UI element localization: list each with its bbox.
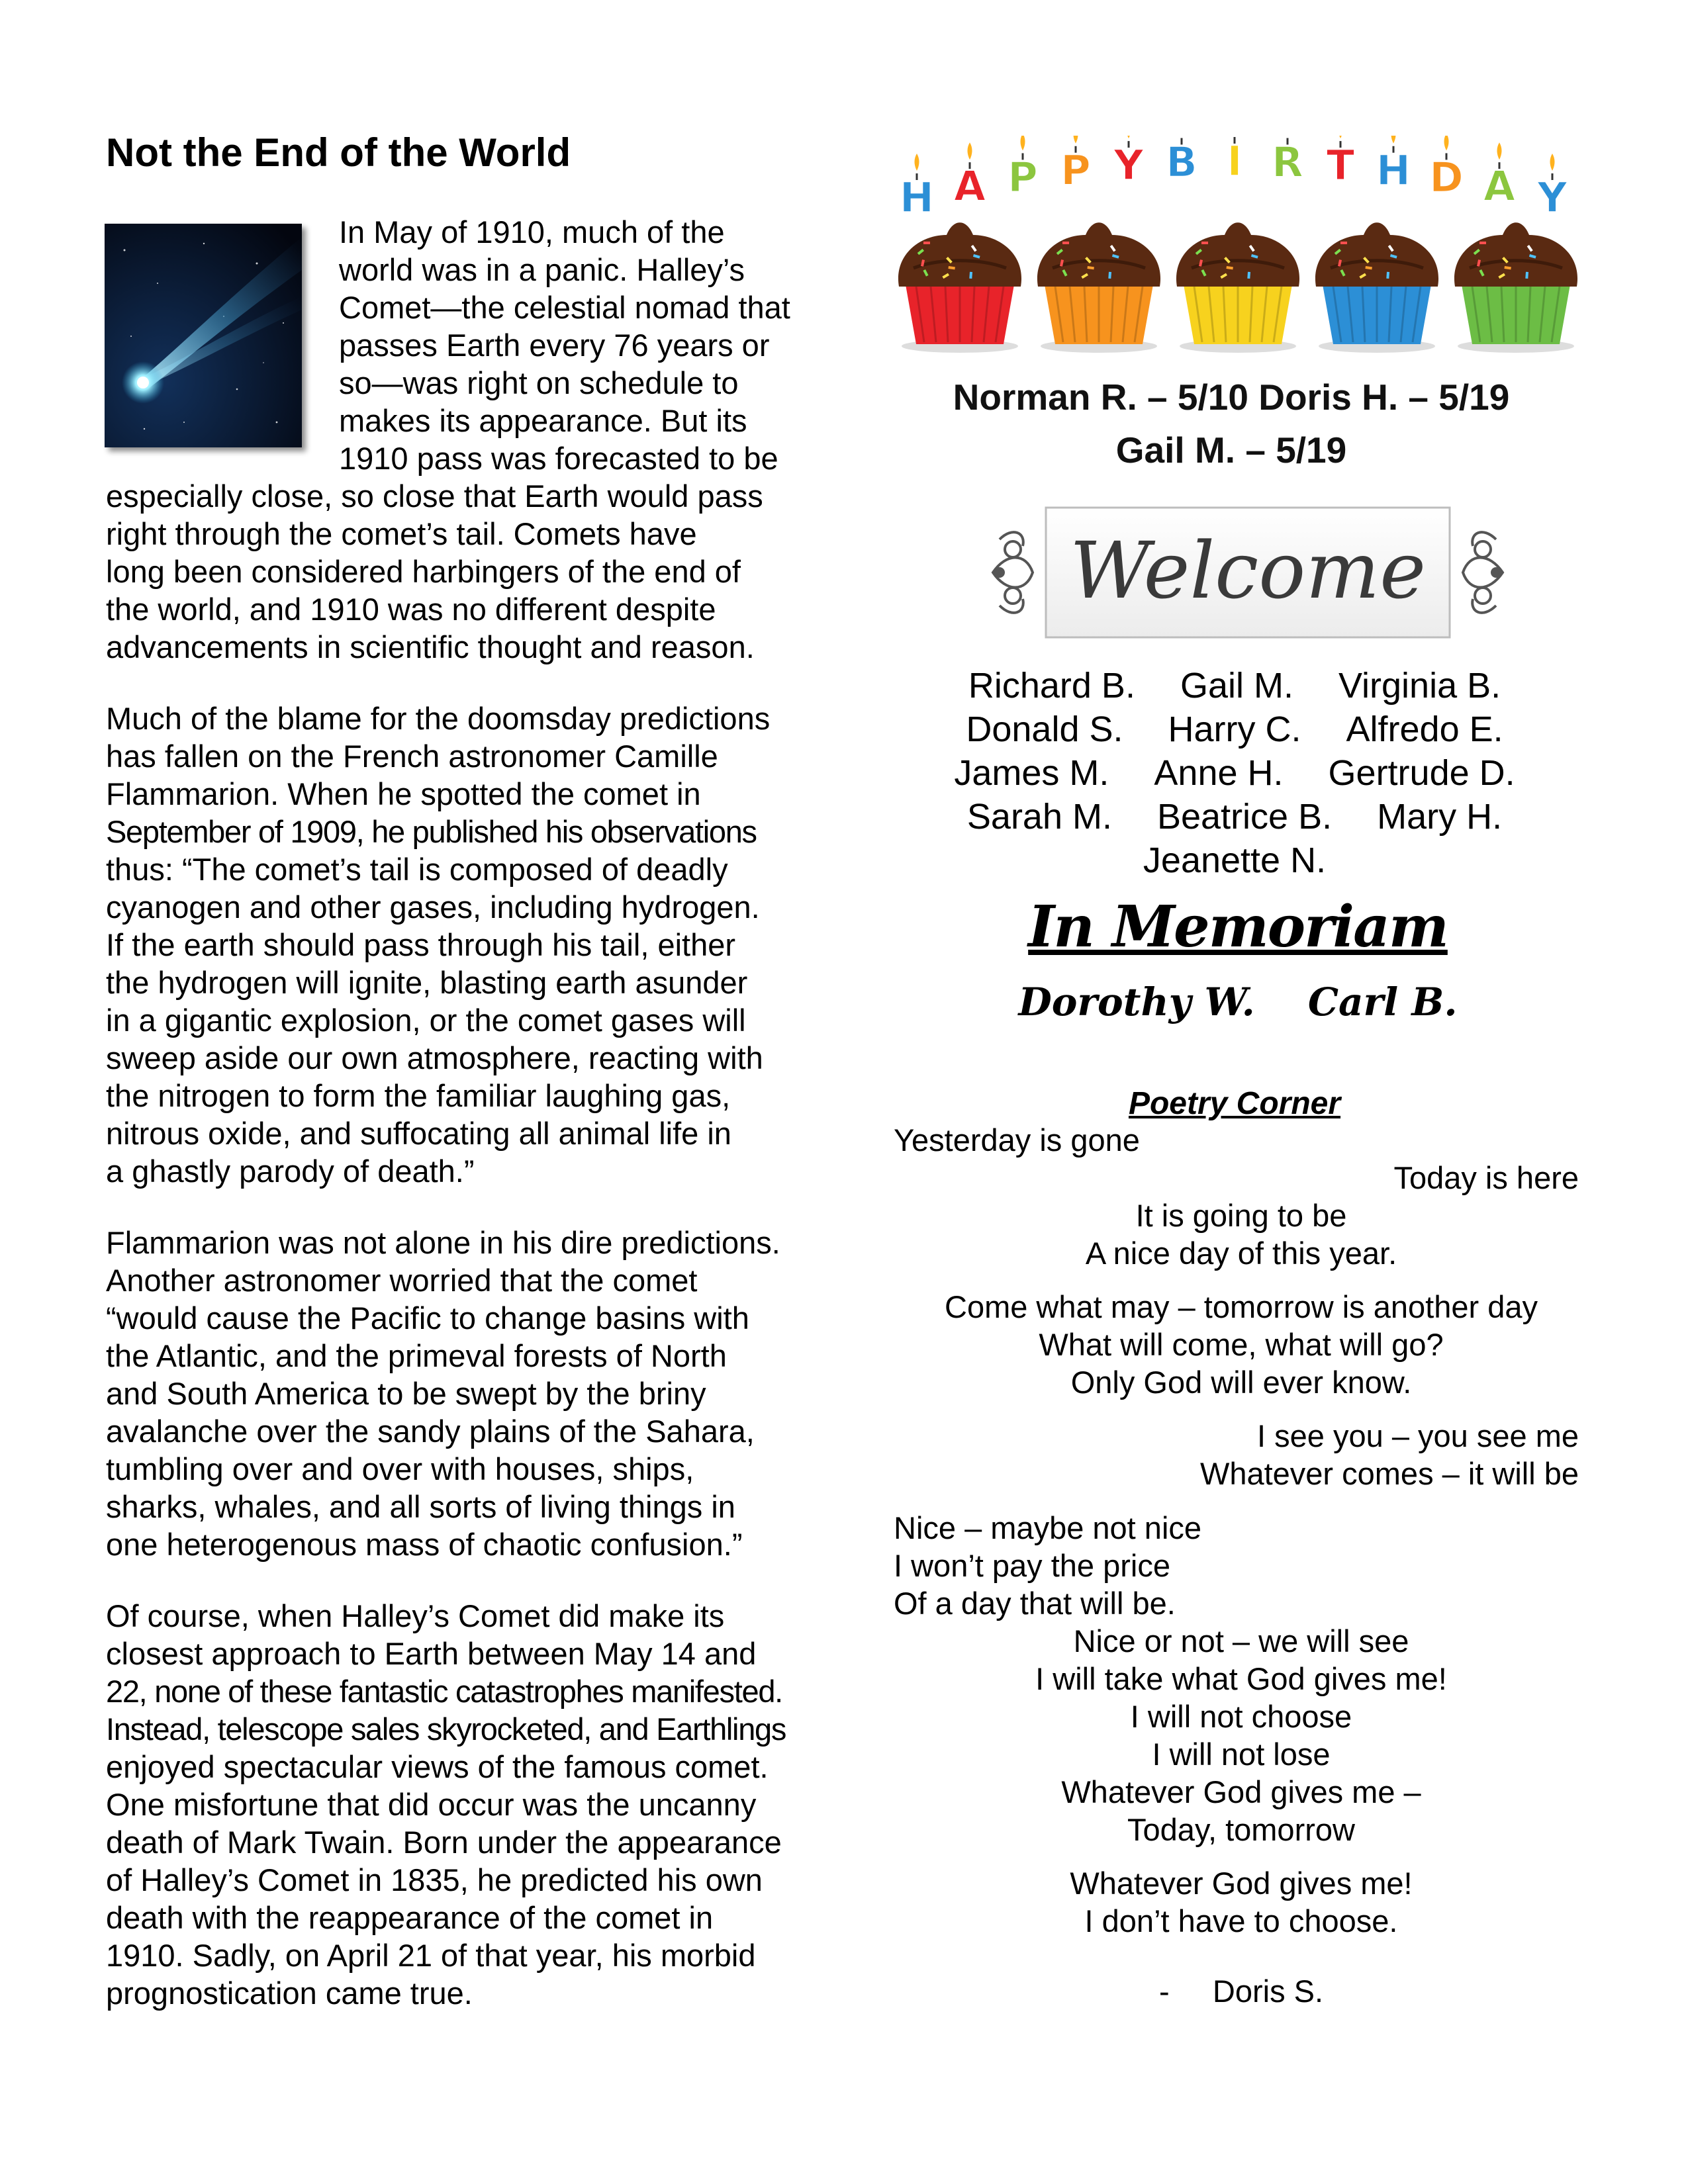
welcome-name: Donald S. — [966, 709, 1123, 749]
welcome-name: Mary H. — [1377, 797, 1503, 837]
svg-text:H: H — [1376, 146, 1411, 195]
poem-line: Of a day that will be. — [894, 1586, 1176, 1621]
svg-text:H: H — [900, 173, 934, 222]
article-line: world was in a panic. Halley’s — [339, 252, 745, 287]
article-line: Flammarion. When he spotted the comet in — [106, 776, 701, 811]
article-line: Comet—the celestial nomad that — [339, 290, 790, 325]
article-line: especially close, so close that Earth would pass — [106, 478, 763, 514]
cupcake-icon — [1176, 222, 1299, 353]
birthday-candle-letter — [954, 142, 986, 210]
article-line: death with the reappearance of the comet in — [106, 1900, 714, 1935]
cupcake-icon — [1454, 222, 1577, 353]
birthday-candle-letter — [1376, 136, 1411, 195]
poem-line: I will not choose — [1130, 1699, 1352, 1734]
poem-line: Today, tomorrow — [1127, 1812, 1355, 1847]
welcome-banner-graphic — [986, 500, 1509, 645]
svg-text:A: A — [954, 162, 986, 211]
birthday-cupcakes-illustration — [897, 136, 1579, 354]
happy-birthday-banner — [897, 136, 1579, 354]
article-line: Of course, when Halley’s Comet did make its — [106, 1598, 725, 1633]
poem-line: I don’t have to choose. — [1084, 1903, 1398, 1938]
birthday-candle-letter — [1008, 136, 1037, 201]
welcome-name: Alfredo E. — [1346, 709, 1503, 749]
poem-line: Whatever comes – it will be — [1199, 1456, 1579, 1491]
article-line: In May of 1910, much of the — [339, 214, 725, 250]
article-line: prognostication came true. — [106, 1976, 473, 2011]
welcome-name: Gail M. — [1180, 666, 1293, 705]
article-line: Much of the blame for the doomsday predictions — [106, 701, 771, 736]
svg-text:Y: Y — [1537, 173, 1568, 222]
poem-line: It is going to be — [1135, 1198, 1347, 1233]
article-line: “would cause the Pacific to change basins with — [106, 1300, 749, 1336]
poem-line: Whatever God gives me – — [1061, 1774, 1421, 1809]
article-line: 22, none of these fantastic catastrophes manifested. — [106, 1674, 782, 1709]
article-line: sharks, whales, and all sorts of living things in — [106, 1489, 735, 1524]
article-line: one heterogenous mass of chaotic confusion.” — [106, 1527, 743, 1562]
birthday-candle-letter — [1060, 136, 1090, 195]
article-line: closest approach to Earth between May 14 and — [106, 1636, 757, 1671]
birthday-candle-letter — [1227, 136, 1242, 185]
memoriam-names — [914, 979, 1562, 1024]
birthday-candle-letter — [1166, 136, 1197, 187]
svg-text:D: D — [1429, 153, 1464, 202]
poem-line: Nice or not – we will see — [1073, 1623, 1409, 1659]
poem-line: I will take what God gives me! — [1035, 1661, 1447, 1696]
article-line: of Halley’s Comet in 1835, he predicted his own — [106, 1862, 763, 1897]
article-line: the hydrogen will ignite, blasting earth asunder — [106, 965, 748, 1000]
article-line: death of Mark Twain. Born under the appearance — [106, 1825, 782, 1860]
poem-line: Nice – maybe not nice — [894, 1510, 1202, 1545]
poem-author: - Doris S. — [1158, 1974, 1324, 2009]
poem-line: What will come, what will go? — [1039, 1327, 1444, 1362]
welcome-banner — [986, 500, 1509, 645]
article-line: enjoyed spectacular views of the famous comet. — [106, 1749, 769, 1784]
article-line: 1910. Sadly, on April 21 of that year, his morbid — [106, 1938, 756, 1973]
poem-line: Yesterday is gone — [894, 1122, 1140, 1158]
birthday-candle-letter — [900, 154, 934, 222]
article-line: tumbling over and over with houses, ships, — [106, 1451, 694, 1486]
svg-text:T: T — [1326, 141, 1355, 190]
birthday-line: Gail M. – 5/19 — [1115, 430, 1347, 471]
birthday-candle-letter — [1113, 136, 1145, 189]
article-line: a ghastly parody of death.” — [106, 1154, 475, 1189]
cupcake-icon — [1315, 222, 1438, 353]
poem-line: Today is here — [1393, 1160, 1579, 1195]
welcome-row — [920, 707, 1549, 751]
poetry-corner-title: Poetry Corner — [1128, 1086, 1341, 1121]
article-line: Flammarion was not alone in his dire predictions. — [106, 1225, 780, 1260]
article-line: so—was right on schedule to — [339, 365, 739, 400]
memoriam-title: In Memoriam — [1028, 893, 1448, 960]
welcome-name: Jeanette N. — [1143, 841, 1327, 880]
welcome-row — [920, 839, 1549, 882]
article-line: advancements in scientific thought and reason. — [106, 629, 755, 664]
cupcake-icon — [898, 222, 1021, 353]
article-line: Instead, telescope sales skyrocketed, and Earthlings — [106, 1711, 786, 1747]
article-line: passes Earth every 76 years or — [339, 328, 770, 363]
poem-line: I see you – you see me — [1257, 1418, 1579, 1453]
article-line: and South America to be swept by the briny — [106, 1376, 706, 1411]
left-flourish-icon — [993, 532, 1033, 613]
svg-text:P: P — [1008, 153, 1038, 202]
article-line: If the earth should pass through his tail, either — [106, 927, 736, 962]
svg-text:B: B — [1166, 138, 1197, 187]
welcome-name: Richard B. — [968, 666, 1135, 705]
svg-text:A: A — [1483, 162, 1515, 211]
article-line: avalanche over the sandy plains of the Sahara, — [106, 1414, 755, 1449]
cupcake-icon — [1037, 222, 1160, 353]
article-line: 1910 pass was forecasted to be — [339, 441, 778, 476]
memoriam-name: Dorothy W. — [1018, 979, 1255, 1024]
poem-line: A nice day of this year. — [1085, 1236, 1397, 1271]
welcome-name: Harry C. — [1168, 709, 1301, 749]
article-line: the Atlantic, and the primeval forests of North — [106, 1338, 727, 1373]
comet-image — [105, 224, 302, 447]
welcome-name: Anne H. — [1154, 753, 1284, 793]
article-line: long been considered harbingers of the end of — [106, 554, 741, 589]
welcome-name: Beatrice B. — [1156, 797, 1333, 837]
article-line: in a gigantic explosion, or the comet gases will — [106, 1003, 746, 1038]
birthday-candle-letter — [1272, 136, 1303, 187]
welcome-row — [920, 795, 1549, 839]
birthday-candle-letter — [1537, 154, 1568, 222]
welcome-name: Gertrude D. — [1328, 753, 1515, 793]
welcome-name: James M. — [954, 753, 1109, 793]
welcome-row — [920, 751, 1549, 795]
poem-line: Whatever God gives me! — [1070, 1866, 1413, 1901]
svg-text:Y: Y — [1113, 141, 1144, 190]
welcome-row — [920, 664, 1549, 707]
poem-line: Come what may – tomorrow is another day — [945, 1289, 1538, 1324]
article-line: has fallen on the French astronomer Camille — [106, 739, 718, 774]
birthday-candle-letter — [1327, 136, 1354, 189]
article-line: the nitrogen to form the familiar laughing gas, — [106, 1078, 731, 1113]
birthday-candle-letter — [1483, 142, 1515, 210]
birthday-candle-letter — [1429, 136, 1463, 201]
article-line: right through the comet’s tail. Comets have — [106, 516, 697, 551]
article-line: cyanogen and other gases, including hydrogen. — [106, 889, 760, 925]
poem-line: I will not lose — [1152, 1737, 1331, 1772]
welcome-banner-text: Welcome — [1069, 525, 1427, 616]
article-line: September of 1909, he published his observations — [106, 814, 757, 849]
poem-line: Only God will ever know. — [1070, 1365, 1412, 1400]
article-line: the world, and 1910 was no different despite — [106, 592, 716, 627]
svg-text:R: R — [1272, 138, 1303, 187]
right-flourish-icon — [1463, 532, 1503, 613]
article-line: One misfortune that did occur was the uncanny — [106, 1787, 757, 1822]
poem-line: I won’t pay the price — [894, 1548, 1170, 1583]
svg-text:I: I — [1227, 137, 1243, 185]
article-line: Another astronomer worried that the comet — [106, 1263, 698, 1298]
svg-text:P: P — [1060, 146, 1091, 195]
comet-illustration — [105, 224, 302, 447]
memoriam-name: Carl B. — [1307, 979, 1458, 1024]
article-line: thus: “The comet’s tail is composed of deadly — [106, 852, 728, 887]
welcome-name: Virginia B. — [1338, 666, 1501, 705]
article-line: makes its appearance. But its — [339, 403, 747, 438]
welcome-name: Sarah M. — [966, 797, 1112, 837]
article-line: nitrous oxide, and suffocating all animal life in — [106, 1116, 731, 1151]
birthday-line: Norman R. – 5/10 Doris H. – 5/19 — [953, 377, 1510, 418]
article-line: sweep aside our own atmosphere, reacting with — [106, 1040, 763, 1075]
article-title: Not the End of the World — [106, 130, 571, 175]
